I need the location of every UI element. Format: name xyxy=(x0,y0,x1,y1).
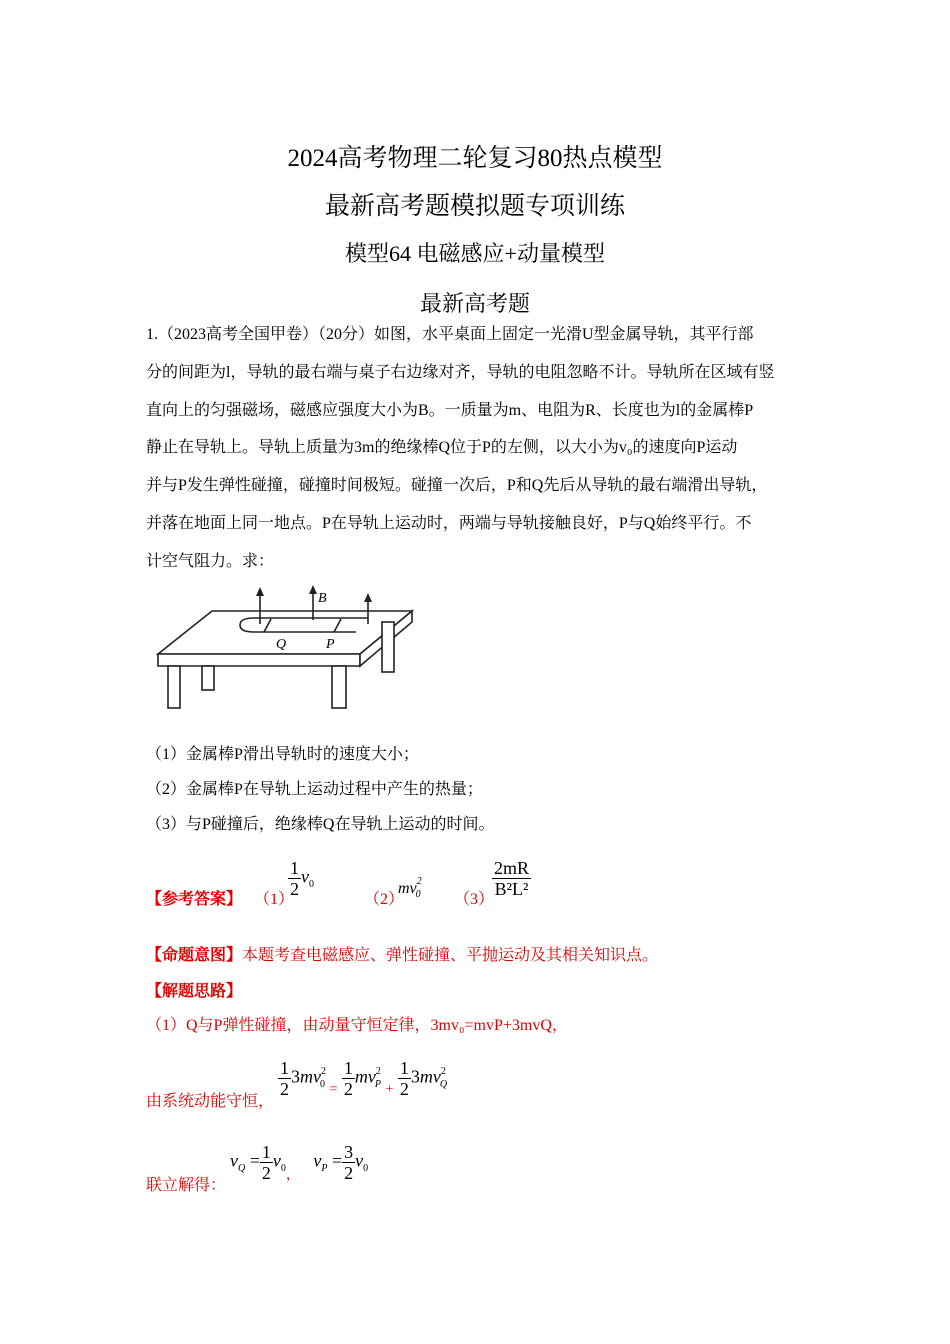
main-title: 2024高考物理二轮复习80热点模型 xyxy=(287,145,663,172)
answer-3-formula: $\frac{2mR}{\text{B²L²}}$ xyxy=(494,858,530,899)
intent-label: 【命题意图】 xyxy=(146,947,243,964)
question-line: 并落在地面上同一地点。P在导轨上运动时，两端与导轨接触良好，P与Q始终平行。不 xyxy=(146,515,752,532)
answer-part-3-label: （3） xyxy=(454,891,495,908)
answer-part-1-label: （1） xyxy=(254,891,295,908)
energy-equation: $\frac{1}{2}$ $3mv^2_0$ $_=$ $\frac{1}{2}$ $mv^2_P$ $_+$ $\frac{1}{2}$ $3mv^2_Q$ xyxy=(280,1058,448,1099)
bar-label-p: P xyxy=(326,637,335,652)
question-line: 计空气阻力。求： xyxy=(146,553,275,570)
section-title: 最新高考题 xyxy=(419,291,530,316)
intent-line xyxy=(146,946,658,966)
solution-step-1: （1）Q与P弹性碰撞，由动量守恒定律，3mv₀=mvP+3mvQ， xyxy=(146,1017,568,1034)
answer-1-formula: $\frac{1}{2}$ $v_0$ xyxy=(290,858,314,899)
solution-step-3-label: 联立解得： xyxy=(146,1177,227,1194)
question-part: （1）金属棒P滑出导轨时的速度大小； xyxy=(146,746,419,763)
solution-result: $v_Q$ = $\frac{1}{2}$ $v_{0,}$ $v_P$ = $\frac{3}{2}$ $v_0$ xyxy=(230,1142,369,1183)
question-part: （3）与P碰撞后，绝缘棒Q在导轨上运动的时间。 xyxy=(146,816,495,833)
question-line: 静止在导轨上。导轨上质量为3m的绝缘棒Q位于P的左侧，以大小为v₀的速度向P运动 xyxy=(146,439,738,456)
intent-text: 本题考查电磁感应、弹性碰撞、平抛运动及其相关知识点。 xyxy=(242,947,659,964)
answer-label: 【参考答案】 xyxy=(146,891,243,908)
answer-2-formula: $mv^2_0$ xyxy=(398,876,422,900)
question-line: 并与P发生弹性碰撞，碰撞时间极短。碰撞一次后，P和Q先后从导轨的最右端滑出导轨， xyxy=(146,477,768,494)
question-line: 1.（2023高考全国甲卷）（20分）如图，水平桌面上固定一光滑U型金属导轨，其平行部 xyxy=(146,326,754,343)
question-line: 分的间距为l，导轨的最右端与桌子右边缘对齐，导轨的电阻忽略不计。导轨所在区域有竖 xyxy=(146,364,775,381)
question-line: 直向上的匀强磁场，磁感应强度大小为B。一质量为m、电阻为R、长度也为l的金属棒P xyxy=(146,402,754,419)
table-rail-figure xyxy=(150,584,420,714)
solution-step-2-label: 由系统动能守恒， xyxy=(146,1093,275,1110)
bar-label-q: Q xyxy=(276,637,287,652)
subtitle: 最新高考题模拟题专项训练 xyxy=(324,193,625,220)
answer-part-2-label: （2） xyxy=(364,891,405,908)
question-part: （2）金属棒P在导轨上运动过程中产生的热量； xyxy=(146,781,483,798)
model-title: 模型64 电磁感应+动量模型 xyxy=(345,241,605,266)
field-label-b: B xyxy=(318,591,327,606)
solution-label: 【解题思路】 xyxy=(146,983,243,1000)
